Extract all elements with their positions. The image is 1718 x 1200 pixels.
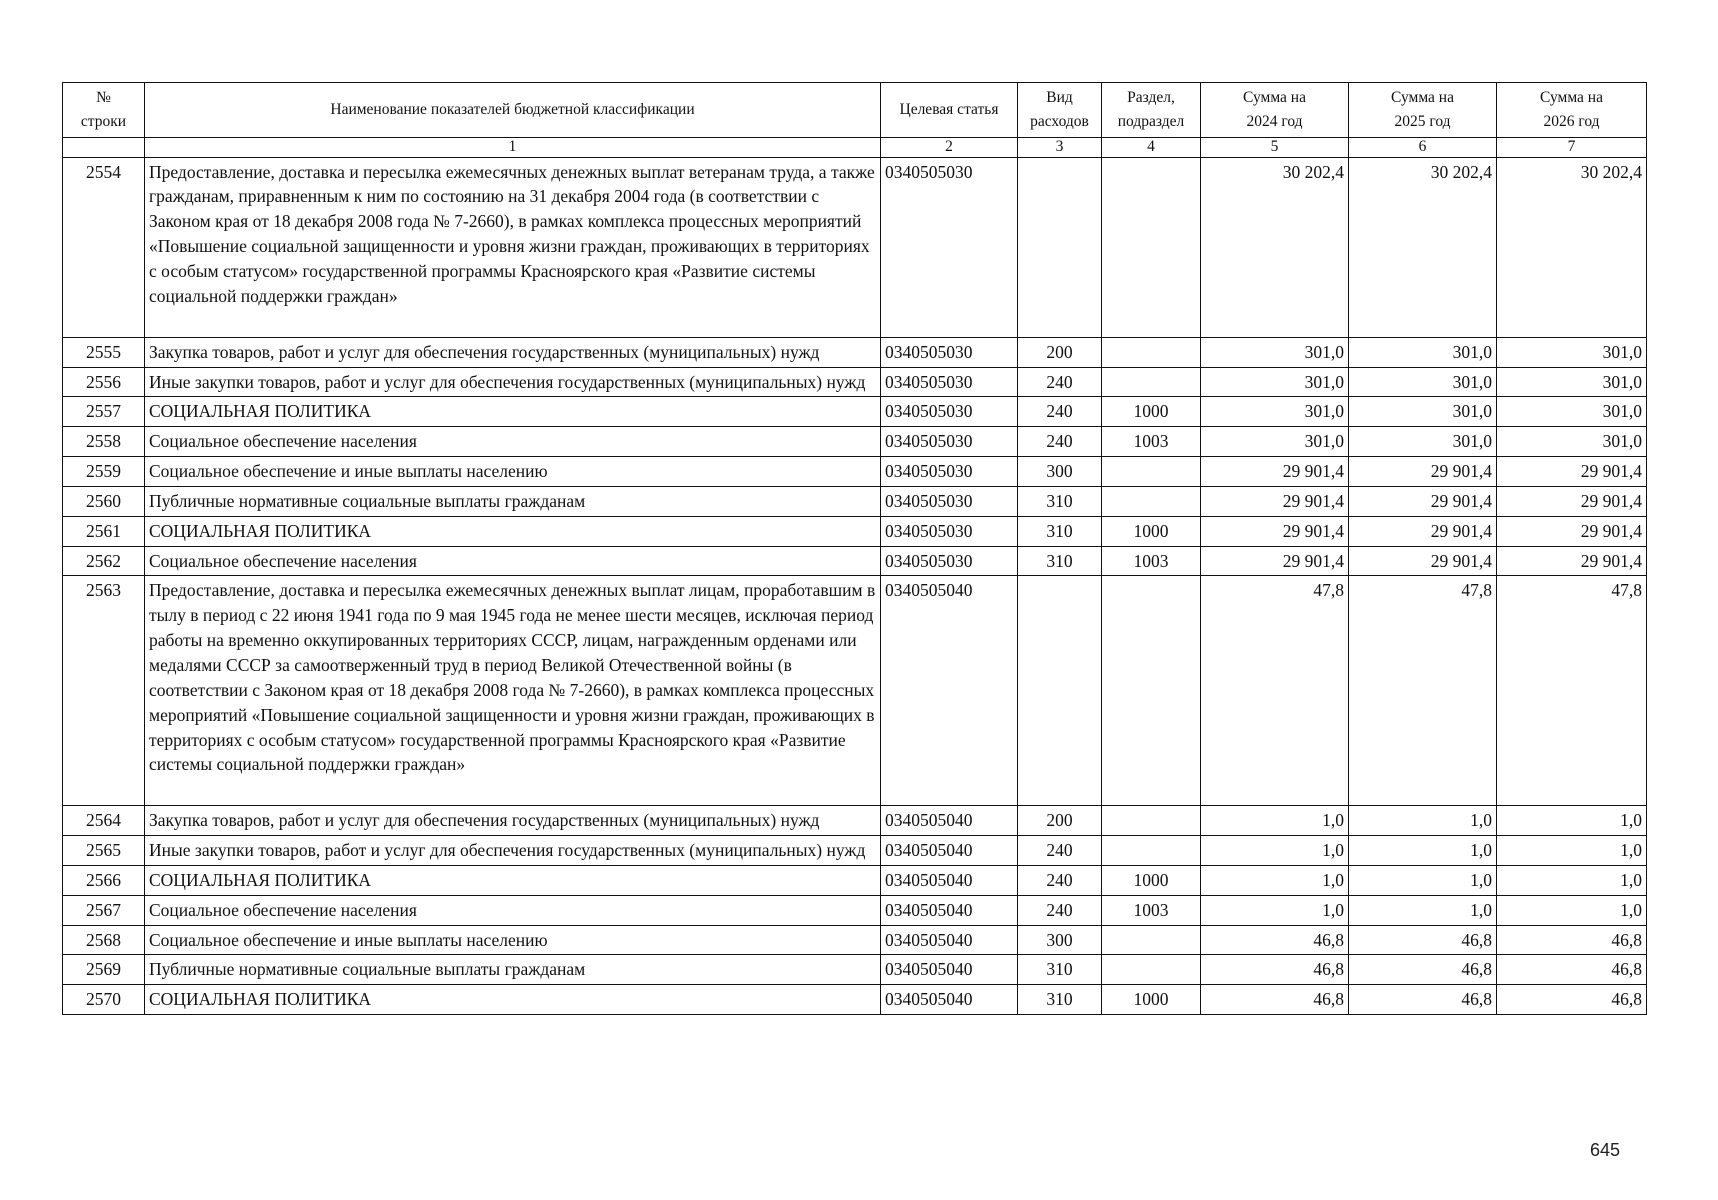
sum-2026: 301,0 — [1497, 367, 1647, 397]
table-row — [63, 397, 1647, 427]
sum-2024: 1,0 — [1201, 836, 1349, 866]
indicator-name: Иные закупки товаров, работ и услуг для обеспечения государственных (муниципальных) нужд — [145, 367, 881, 397]
sum-2026: 29 901,4 — [1497, 457, 1647, 487]
section-code: 1003 — [1102, 895, 1201, 925]
target-article: 0340505040 — [881, 806, 1018, 836]
target-article: 0340505030 — [881, 157, 1018, 337]
column-number: 2 — [881, 138, 1018, 158]
table-body — [63, 157, 1647, 1014]
indicator-name: Закупка товаров, работ и услуг для обеспечения государственных (муниципальных) нужд — [145, 806, 881, 836]
expense-type: 240 — [1018, 397, 1102, 427]
sum-2026: 301,0 — [1497, 427, 1647, 457]
header-target-article: Целевая статья — [881, 83, 1018, 138]
table-row — [63, 925, 1647, 955]
sum-2024: 1,0 — [1201, 806, 1349, 836]
sum-2026: 301,0 — [1497, 337, 1647, 367]
table-row — [63, 546, 1647, 576]
sum-2026: 1,0 — [1497, 806, 1647, 836]
row-number: 2570 — [63, 985, 145, 1015]
target-article: 0340505040 — [881, 985, 1018, 1015]
row-number: 2559 — [63, 457, 145, 487]
expense-type: 200 — [1018, 337, 1102, 367]
indicator-name: СОЦИАЛЬНАЯ ПОЛИТИКА — [145, 397, 881, 427]
table-row — [63, 157, 1647, 337]
sum-2024: 301,0 — [1201, 367, 1349, 397]
section-code — [1102, 925, 1201, 955]
row-number: 2558 — [63, 427, 145, 457]
expense-type: 240 — [1018, 427, 1102, 457]
sum-2025: 1,0 — [1349, 806, 1497, 836]
row-number: 2555 — [63, 337, 145, 367]
expense-type: 310 — [1018, 516, 1102, 546]
indicator-name: СОЦИАЛЬНАЯ ПОЛИТИКА — [145, 865, 881, 895]
sum-2024: 30 202,4 — [1201, 157, 1349, 337]
column-number-row — [63, 138, 1647, 158]
table-row — [63, 337, 1647, 367]
section-code — [1102, 157, 1201, 337]
sum-2026: 46,8 — [1497, 925, 1647, 955]
sum-2026: 47,8 — [1497, 576, 1647, 806]
sum-2025: 1,0 — [1349, 836, 1497, 866]
sum-2025: 29 901,4 — [1349, 546, 1497, 576]
sum-2024: 29 901,4 — [1201, 486, 1349, 516]
expense-type: 310 — [1018, 486, 1102, 516]
indicator-name: Социальное обеспечение населения — [145, 546, 881, 576]
expense-type: 300 — [1018, 925, 1102, 955]
expense-type: 310 — [1018, 546, 1102, 576]
section-code — [1102, 836, 1201, 866]
expense-type: 310 — [1018, 985, 1102, 1015]
indicator-name: Публичные нормативные социальные выплаты гражданам — [145, 955, 881, 985]
column-number: 1 — [145, 138, 881, 158]
column-number — [63, 138, 145, 158]
table-row — [63, 516, 1647, 546]
indicator-name: Закупка товаров, работ и услуг для обеспечения государственных (муниципальных) нужд — [145, 337, 881, 367]
sum-2024: 1,0 — [1201, 865, 1349, 895]
expense-type: 240 — [1018, 865, 1102, 895]
column-number: 3 — [1018, 138, 1102, 158]
indicator-name: Предоставление, доставка и пересылка ежемесячных денежных выплат лицам, проработавшим в тылу в период с 22 июня 1941 года по 9 мая 1945 года не менее шести месяцев, исключая период работы на временно оккупированных территориях СССР, лицам, награжденным орденами или медалями СССР за самоотверженный труд в период Великой Отечественной войны (в соответствии с Законом края от 18 декабря 2008 года № 7-2660), в рамках комплекса процессных мероприятий «Повышение социальной защищенности и уровня жизни граждан, проживающих в территориях с особым статусом» государственной программы Красноярского края «Развитие системы социальной поддержки граждан» — [145, 576, 881, 806]
expense-type: 200 — [1018, 806, 1102, 836]
table-row — [63, 576, 1647, 806]
target-article: 0340505040 — [881, 576, 1018, 806]
section-code: 1000 — [1102, 397, 1201, 427]
target-article: 0340505030 — [881, 337, 1018, 367]
header-sum-2024: Сумма на 2024 год — [1201, 83, 1349, 138]
sum-2024: 47,8 — [1201, 576, 1349, 806]
target-article: 0340505030 — [881, 397, 1018, 427]
sum-2024: 46,8 — [1201, 925, 1349, 955]
row-number: 2562 — [63, 546, 145, 576]
expense-type — [1018, 576, 1102, 806]
sum-2025: 47,8 — [1349, 576, 1497, 806]
section-code — [1102, 576, 1201, 806]
header-row-number: № строки — [63, 83, 145, 138]
header-sum-2025: Сумма на 2025 год — [1349, 83, 1497, 138]
sum-2026: 1,0 — [1497, 865, 1647, 895]
sum-2026: 29 901,4 — [1497, 546, 1647, 576]
section-code — [1102, 955, 1201, 985]
target-article: 0340505030 — [881, 486, 1018, 516]
section-code: 1003 — [1102, 427, 1201, 457]
section-code: 1000 — [1102, 516, 1201, 546]
section-code — [1102, 367, 1201, 397]
header-row — [63, 83, 1647, 138]
sum-2026: 29 901,4 — [1497, 486, 1647, 516]
section-code — [1102, 457, 1201, 487]
target-article: 0340505040 — [881, 955, 1018, 985]
expense-type: 240 — [1018, 836, 1102, 866]
sum-2025: 301,0 — [1349, 397, 1497, 427]
target-article: 0340505030 — [881, 516, 1018, 546]
sum-2024: 46,8 — [1201, 955, 1349, 985]
indicator-name: СОЦИАЛЬНАЯ ПОЛИТИКА — [145, 985, 881, 1015]
table-row — [63, 367, 1647, 397]
indicator-name: Социальное обеспечение населения — [145, 895, 881, 925]
row-number: 2569 — [63, 955, 145, 985]
sum-2024: 29 901,4 — [1201, 546, 1349, 576]
sum-2026: 29 901,4 — [1497, 516, 1647, 546]
section-code — [1102, 806, 1201, 836]
target-article: 0340505040 — [881, 865, 1018, 895]
target-article: 0340505040 — [881, 895, 1018, 925]
row-number: 2556 — [63, 367, 145, 397]
sum-2024: 301,0 — [1201, 397, 1349, 427]
budget-table — [62, 82, 1647, 1015]
sum-2024: 301,0 — [1201, 337, 1349, 367]
indicator-name: Социальное обеспечение и иные выплаты населению — [145, 925, 881, 955]
sum-2024: 29 901,4 — [1201, 516, 1349, 546]
indicator-name: СОЦИАЛЬНАЯ ПОЛИТИКА — [145, 516, 881, 546]
expense-type — [1018, 157, 1102, 337]
header-sum-2026: Сумма на 2026 год — [1497, 83, 1647, 138]
sum-2025: 1,0 — [1349, 895, 1497, 925]
indicator-name: Социальное обеспечение населения — [145, 427, 881, 457]
expense-type: 310 — [1018, 955, 1102, 985]
sum-2025: 1,0 — [1349, 865, 1497, 895]
row-number: 2561 — [63, 516, 145, 546]
section-code: 1000 — [1102, 985, 1201, 1015]
sum-2026: 1,0 — [1497, 836, 1647, 866]
table-row — [63, 895, 1647, 925]
row-number: 2554 — [63, 157, 145, 337]
table-row — [63, 955, 1647, 985]
sum-2026: 1,0 — [1497, 895, 1647, 925]
sum-2025: 46,8 — [1349, 955, 1497, 985]
section-code — [1102, 486, 1201, 516]
target-article: 0340505040 — [881, 925, 1018, 955]
table-row — [63, 427, 1647, 457]
row-number: 2560 — [63, 486, 145, 516]
row-number: 2557 — [63, 397, 145, 427]
sum-2025: 29 901,4 — [1349, 457, 1497, 487]
sum-2026: 301,0 — [1497, 397, 1647, 427]
column-number: 7 — [1497, 138, 1647, 158]
row-number: 2568 — [63, 925, 145, 955]
table-row — [63, 806, 1647, 836]
sum-2025: 301,0 — [1349, 427, 1497, 457]
page-number: 645 — [1590, 1140, 1621, 1160]
indicator-name: Социальное обеспечение и иные выплаты населению — [145, 457, 881, 487]
target-article: 0340505030 — [881, 457, 1018, 487]
table-row — [63, 486, 1647, 516]
sum-2025: 29 901,4 — [1349, 516, 1497, 546]
sum-2025: 301,0 — [1349, 337, 1497, 367]
sum-2025: 30 202,4 — [1349, 157, 1497, 337]
row-number: 2564 — [63, 806, 145, 836]
column-number: 6 — [1349, 138, 1497, 158]
target-article: 0340505030 — [881, 546, 1018, 576]
row-number: 2565 — [63, 836, 145, 866]
section-code: 1000 — [1102, 865, 1201, 895]
expense-type: 240 — [1018, 895, 1102, 925]
row-number: 2563 — [63, 576, 145, 806]
expense-type: 300 — [1018, 457, 1102, 487]
sum-2024: 1,0 — [1201, 895, 1349, 925]
header-expense-type: Вид расходов — [1018, 83, 1102, 138]
sum-2024: 301,0 — [1201, 427, 1349, 457]
column-number: 4 — [1102, 138, 1201, 158]
sum-2025: 46,8 — [1349, 985, 1497, 1015]
section-code: 1003 — [1102, 546, 1201, 576]
sum-2024: 46,8 — [1201, 985, 1349, 1015]
table-row — [63, 457, 1647, 487]
indicator-name: Иные закупки товаров, работ и услуг для обеспечения государственных (муниципальных) нужд — [145, 836, 881, 866]
target-article: 0340505030 — [881, 427, 1018, 457]
table-row — [63, 836, 1647, 866]
indicator-name: Предоставление, доставка и пересылка ежемесячных денежных выплат ветеранам труда, а также гражданам, приравненным к ним по состоянию на 31 декабря 2004 года (в соответствии с Законом края от 18 декабря 2008 года № 7-2660), в рамках комплекса процессных мероприятий «Повышение социальной защищенности и уровня жизни граждан, проживающих в территориях с особым статусом» государственной программы Красноярского края «Развитие системы социальной поддержки граждан» — [145, 157, 881, 337]
target-article: 0340505040 — [881, 836, 1018, 866]
sum-2026: 46,8 — [1497, 955, 1647, 985]
sum-2025: 29 901,4 — [1349, 486, 1497, 516]
column-number: 5 — [1201, 138, 1349, 158]
header-indicator-name: Наименование показателей бюджетной классификации — [145, 83, 881, 138]
row-number: 2567 — [63, 895, 145, 925]
section-code — [1102, 337, 1201, 367]
indicator-name: Публичные нормативные социальные выплаты гражданам — [145, 486, 881, 516]
table-row — [63, 865, 1647, 895]
sum-2026: 30 202,4 — [1497, 157, 1647, 337]
row-number: 2566 — [63, 865, 145, 895]
sum-2024: 29 901,4 — [1201, 457, 1349, 487]
sum-2025: 301,0 — [1349, 367, 1497, 397]
table-row — [63, 985, 1647, 1015]
header-section: Раздел, подраздел — [1102, 83, 1201, 138]
sum-2026: 46,8 — [1497, 985, 1647, 1015]
sum-2025: 46,8 — [1349, 925, 1497, 955]
target-article: 0340505030 — [881, 367, 1018, 397]
expense-type: 240 — [1018, 367, 1102, 397]
